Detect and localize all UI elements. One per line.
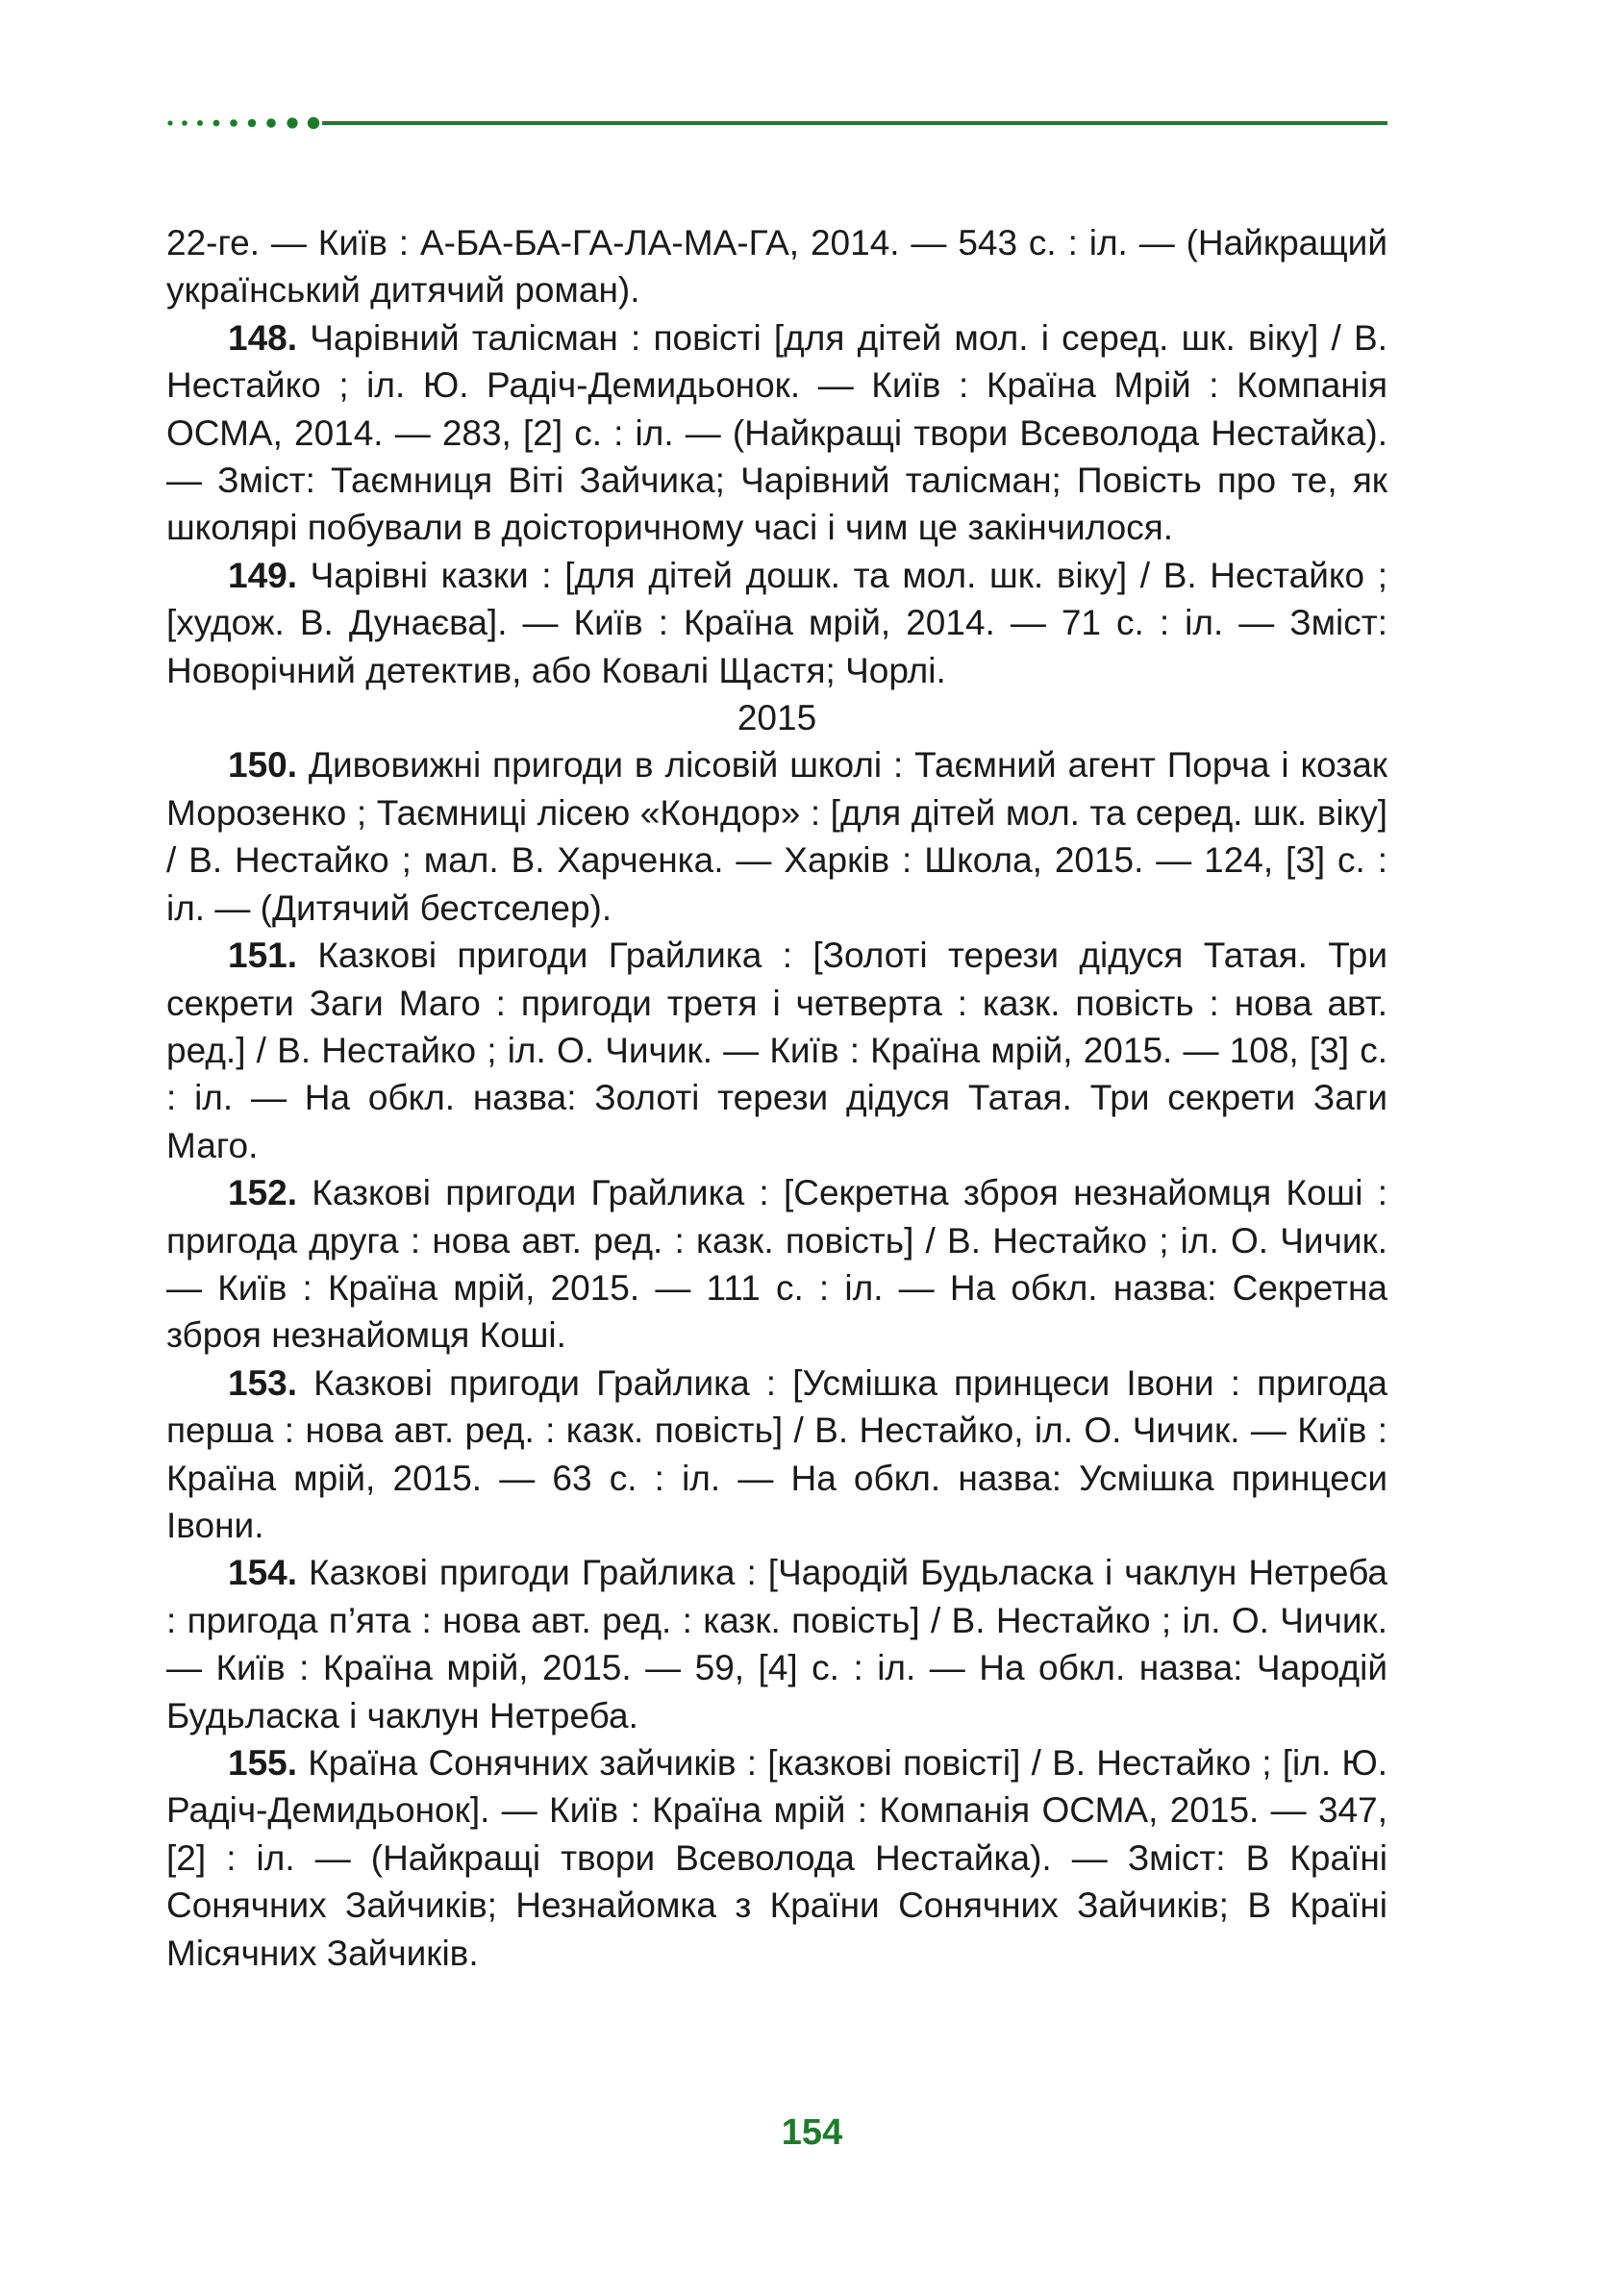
rule-line [322,121,1387,125]
page-number: 154 [781,2112,843,2153]
rule-dot [182,120,187,126]
bibliography-entry [166,552,1387,694]
bibliography-entry [166,1169,1387,1360]
entry-number: 151. [228,936,298,976]
bibliography-entry [166,932,1387,1169]
entry-text: Казкові пригоди Грайлика : [Чародій Будьласка і чаклун Нетреба : пригода п’ята : нова авт. ред. : казк. повість] / В. Нестайко ; іл. О. Чичик. — Київ : Країна мрій, 2015. — 59, [4] с. : іл. — На обкл. назва: Чародій Будьласка і чаклун Нетреба. [166,1553,1387,1735]
bibliography-entry [166,1739,1387,1977]
entry-number: 150. [228,745,298,786]
entry-text: Чарівні казки : [для дітей дошк. та мол. шк. віку] / В. Нестайко ; [худож. В. Дунаєва]. — Київ : Країна мрій, 2014. — 71 с. : іл. — Зміст: Новорічний детектив, або Ковалі Щастя; Чорлі. [166,555,1387,690]
rule-dot [266,118,276,128]
entry-continuation: 22-ге. — Київ : А-БА-БА-ГА-ЛА-МА-ГА, 2014. — 543 с. : іл. — (Найкращий український дитячий роман). [166,223,1387,311]
bibliography-text [166,219,1387,1977]
entry-text: Чарівний талісман : повісті [для дітей мол. і серед. шк. віку] / В. Нестайко ; іл. Ю. Радіч-Демидьонок. — Київ : Країна Мрій : Компанія ОСМА, 2014. — 283, [2] с. : іл. — (Найкращі твори Всеволода Нестайка). — Зміст: Таємниця Віті Зайчика; Чарівний талісман; Повість про те, як школярі побували в доісторичному часі і чим це закінчилося. [166,317,1387,548]
entry-text: Казкові пригоди Грайлика : [Секретна зброя незнайомця Коші : пригода друга : нова авт. ред. : казк. повість] / В. Нестайко ; іл. О. Чичик. — Київ : Країна мрій, 2015. — 111 с. : іл. — На обкл. назва: Секретна зброя незнайомця Коші. [166,1173,1387,1356]
bibliography-entry [166,741,1387,932]
entry-number: 148. [228,317,298,358]
entry-text: Казкові пригоди Грайлика : [Золоті терези дідуся Татая. Три секрети Заги Маго : пригоди третя і четверта : казк. повість : нова авт. ред.] / В. Нестайко ; іл. О. Чичик. — Київ : Країна мрій, 2015. — 108, [3] с. : іл. — На обкл. назва: Золоті терези дідуся Татая. Три секрети Заги Маго. [166,936,1387,1165]
entry-text: Казкові пригоди Грайлика : [Усмішка принцеси Івони : пригода перша : нова авт. ред. : казк. повість] / В. Нестайко, іл. О. Чичик. — Київ : Країна мрій, 2015. — 63 с. : іл. — На обкл. назва: Усмішка принцеси Івони. [166,1362,1387,1545]
bibliography-entry [166,1360,1387,1550]
rule-dot [213,120,220,127]
entry-number: 152. [228,1173,298,1213]
entry-number: 155. [228,1743,298,1783]
rule-dot [248,119,257,128]
rule-dot [308,117,319,129]
entry-text: Країна Сонячних зайчиків : [казкові повісті] / В. Нестайко ; [іл. Ю. Радіч-Демидьонок]. — Київ : Країна мрій : Компанія ОСМА, 2015. — 347, [2] : іл. — (Найкращі твори Всеволода Нестайка). — Зміст: В Країні Сонячних Зайчиків; Незнайомка з Країни Сонячних Зайчиків; В Країні Місячних Зайчиків. [166,1743,1387,1973]
entry-number: 149. [228,555,298,595]
entries-before-year [166,314,1387,694]
header-decorative-rule [166,113,1387,133]
rule-dot [287,117,297,128]
entry-number: 153. [228,1362,298,1403]
entry-number: 154. [228,1553,298,1593]
entry-text: Дивовижні пригоди в лісовій школі : Таємний агент Порча і козак Морозенко ; Таємниці лісею «Кондор» : [для дітей мол. та серед. шк. віку] / В. Нестайко ; мал. В. Харченка. — Харків : Школа, 2015. — 124, [3] с. : іл. — (Дитячий бестселер). [166,745,1387,928]
entries-after-year [166,741,1387,1977]
year-heading: 2015 [737,698,817,738]
bibliography-entry [166,1549,1387,1739]
rule-dot [167,120,172,125]
rule-dot [197,120,203,126]
rule-dot [230,119,237,127]
bibliography-entry [166,314,1387,552]
